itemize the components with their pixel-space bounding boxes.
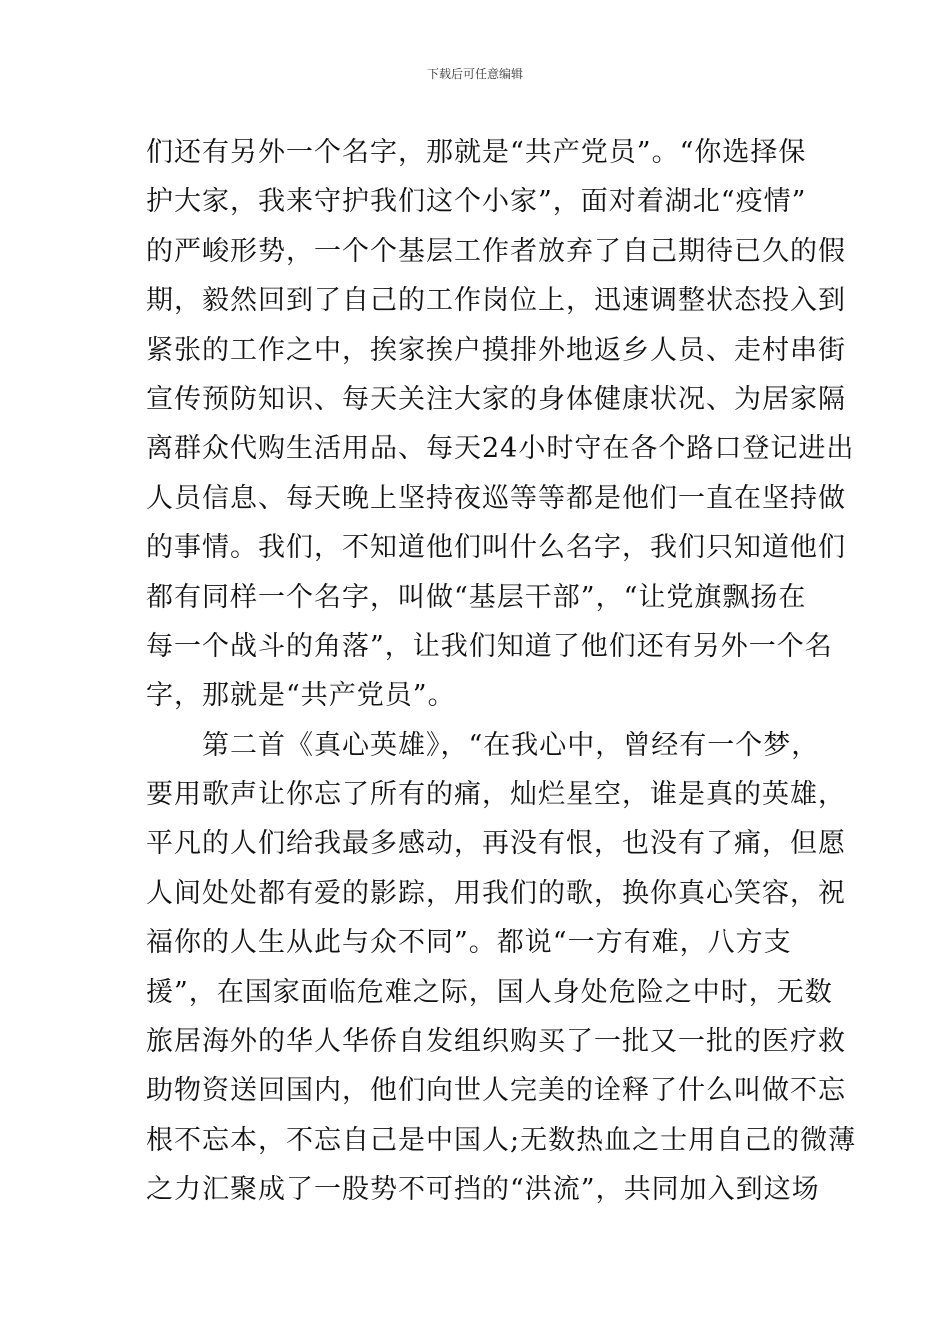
paragraph-start-line: 第二首《真心英雄》，“在我心中，曾经有一个梦， [146, 729, 820, 761]
text-line: 期，毅然回到了自己的工作岗位上，迅速调整状态投入到 [146, 285, 846, 317]
text-line: 护大家，我来守护我们这个小家”，面对着湖北“疫情” [146, 186, 807, 218]
text-line: 每一个战斗的角落”，让我们知道了他们还有另外一个名 [146, 630, 833, 662]
text-line: 旅居海外的华人华侨自发组织购买了一批又一批的医疗救 [146, 1026, 846, 1058]
text-line: 根不忘本，不忘自己是中国人;无数热血之士用自己的微薄 [146, 1124, 857, 1156]
text-line: 之力汇聚成了一股势不可挡的“洪流”，共同加入到这场 [146, 1174, 820, 1206]
text-line: 的严峻形势，一个个基层工作者放弃了自己期待已久的假 [146, 235, 846, 267]
text-line: 都有同样一个名字，叫做“基层干部”，“让党旗飘扬在 [146, 581, 807, 613]
text-line: 离群众代购生活用品、每天24小时守在各个路口登记进出 [146, 433, 855, 465]
text-line: 们还有另外一个名字，那就是“共产党员”。“你选择保 [146, 137, 807, 168]
body-text [146, 128, 857, 1215]
text-line: 助物资送回国内，他们向世人完美的诠释了什么叫做不忘 [146, 1075, 846, 1107]
text-line: 紧张的工作之中，挨家挨户摸排外地返乡人员、走村串街 [146, 334, 846, 366]
text-line: 的事情。我们，不知道他们叫什么名字，我们只知道他们 [146, 532, 846, 564]
text-line: 人员信息、每天晚上坚持夜巡等等都是他们一直在坚持做 [146, 482, 846, 514]
text-line: 援”，在国家面临危难之际，国人身处危险之中时，无数 [146, 976, 833, 1008]
page-header: 下载后可任意编辑 [426, 67, 523, 81]
text-line: 宣传预防知识、每天关注大家的身体健康状况、为居家隔 [146, 383, 846, 415]
text-line: 字，那就是“共产党员”。 [146, 680, 456, 712]
text-line: 平凡的人们给我最多感动，再没有恨，也没有了痛，但愿 [146, 828, 846, 860]
text-line: 福你的人生从此与众不同”。都说“一方有难，八方支 [146, 927, 792, 959]
text-line: 要用歌声让你忘了所有的痛，灿烂星空，谁是真的英雄， [146, 779, 846, 811]
text-line: 人间处处都有爱的影踪，用我们的歌，换你真心笑容，祝 [146, 877, 846, 909]
